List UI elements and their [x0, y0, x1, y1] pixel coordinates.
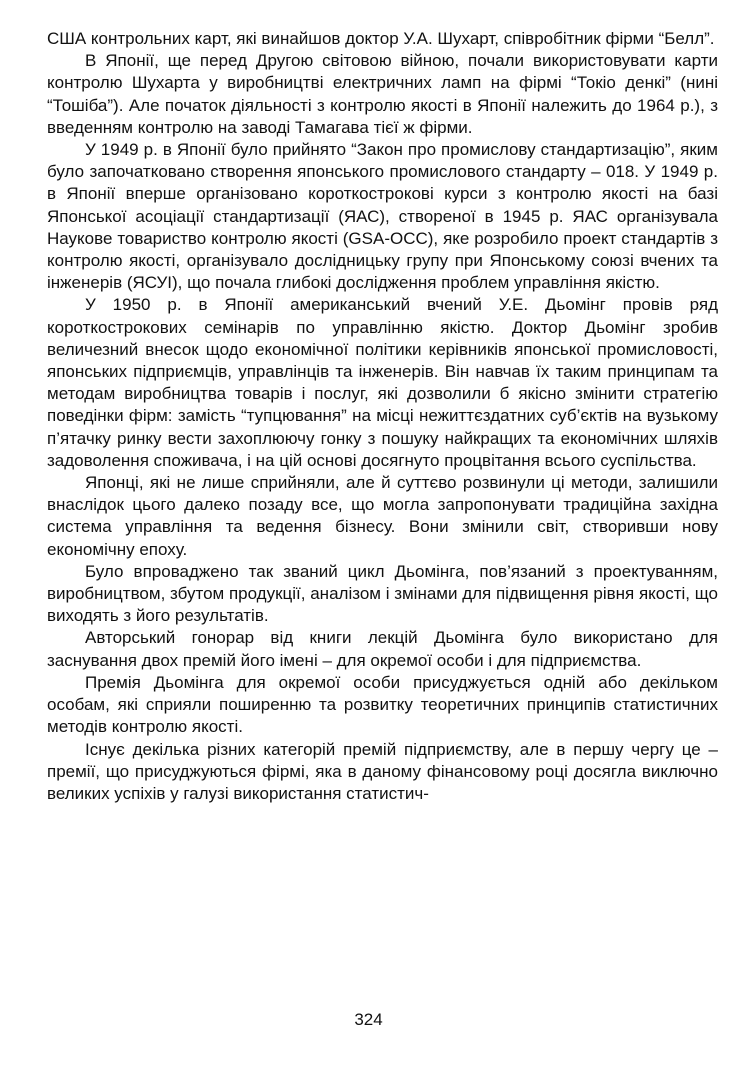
page-number: 324 [354, 1010, 383, 1029]
paragraph-9: Існує декілька різних категорій премій підприємству, але в першу чергу це – премії, що присуджуються фірмі, яка в даному фінансовому році досягла виключно великих успіхів у галузі використання статистич- [47, 739, 718, 803]
paragraph-5: Японці, які не лише сприйняли, але й суттєво розвинули ці методи, залишили внаслідок цього далеко позаду все, що могла запропонувати традиційна західна система управління та ведення бізнесу. Вони змінили світ, створивши нову економічну епоху. [47, 473, 718, 559]
paragraph-8: Премія Дьомінга для окремої особи присуджується одній або декільком особам, які сприяли поширенню та розвитку теоретичних принципів статистичних методів контролю якості. [47, 672, 718, 737]
paragraph-6: Було впроваджено так званий цикл Дьомінга, пов’язаний з проектуванням, виробництвом, збутом продукції, аналізом і змінами для підвищення рівня якості, що виходять з його результатів. [47, 561, 718, 626]
page-body [47, 28, 718, 805]
paragraph-2: В Японії, ще перед Другою світовою війною, почали використовувати карти контролю Шухарта у виробництві електричних ламп на фірмі “Токіо денкі” (нині “Тошіба”). Але початок діяльності з контролю якості в Японії належить до 1964 р.), з введенням контролю на заводі Тамагава тієї ж фірми. [47, 51, 718, 137]
paragraph-4: У 1950 р. в Японії американський вчений У.Е. Дьомінг провів ряд короткострокових семінарів по управлінню якістю. Доктор Дьомінг зробив величезний внесок щодо економічної політики керівників японської промисловості, японських підприємців, управлінців та інженерів. Він навчав їх таким принципам та методам виробництва товарів і послуг, які дозволили б якісно змінити стратегію поведінки фірм: замість “тупцювання” на місці нежиттєздатних суб’єктів на вузькому п’ятачку ринку вести захоплюючу гонку з пошуку найкращих та економічних шляхів задоволення споживача, і на цій основі досягнуто процвітання всього суспільства. [47, 295, 718, 470]
paragraph-3: У 1949 р. в Японії було прийнято “Закон про промислову стандартизацію”, яким було започатковано створення японського промислового стандарту – 018. У 1949 р. в Японії вперше організовано короткострокові курси з контролю якості на базі Японської асоціації стандартизації (ЯАС), створеної в 1945 р. ЯАС організувала Наукове товариство контролю якості (GSA-OCC), яке розробило проект стандартів з контролю якості, організувало дослідницьку групу при Японському союзі вчених та інженерів (ЯСУІ), що почала глибокі дослідження проблем управління якістю. [47, 140, 718, 293]
paragraph-7: Авторський гонорар від книги лекцій Дьомінга було використано для заснування двох премій його імені – для окремої особи і для підприємства. [47, 628, 718, 670]
paragraph-1: США контрольних карт, які винайшов доктор У.А. Шухарт, співробітник фірми “Белл”. [47, 29, 715, 48]
